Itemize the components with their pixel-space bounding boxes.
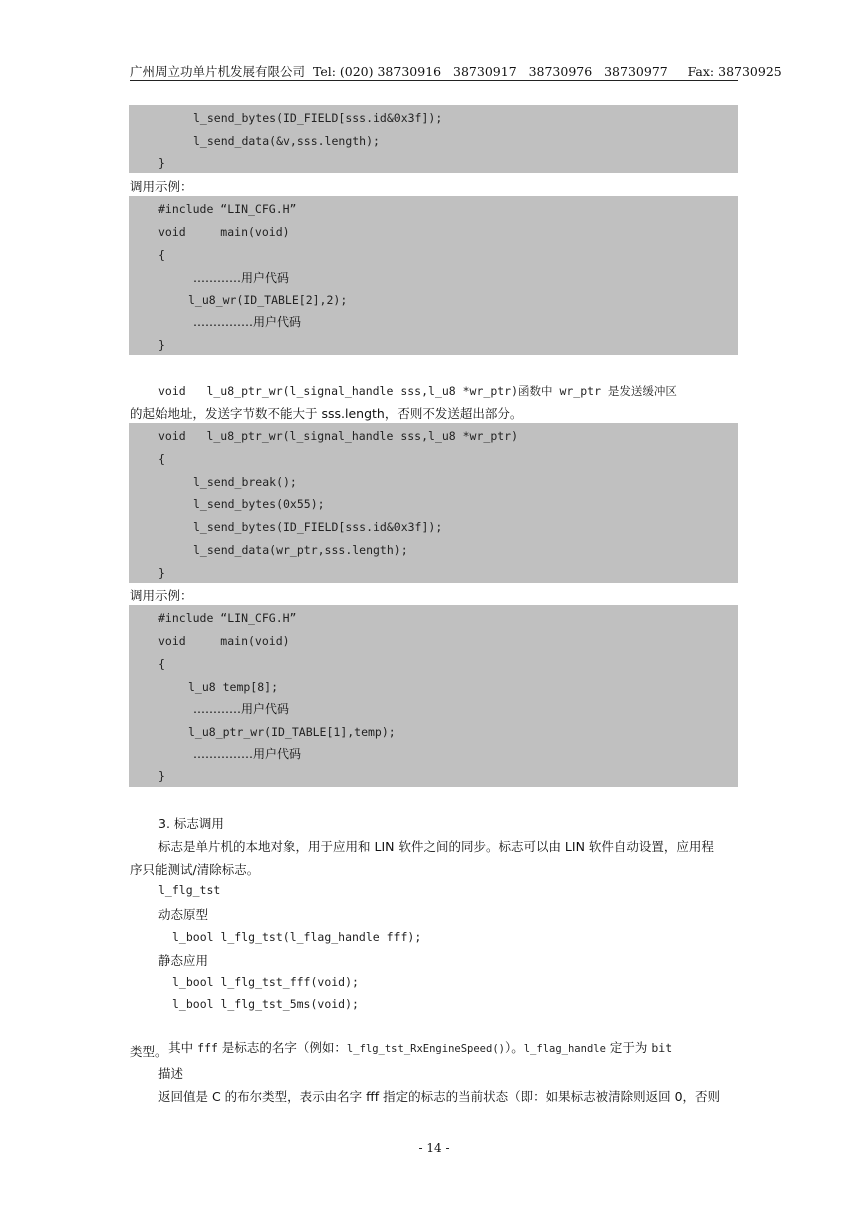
code-line: l_send_data(&v,sss.length); <box>193 134 380 148</box>
code-run: fff <box>197 1041 218 1055</box>
paragraph-line: 返回值是 C 的布尔类型，表示由名字 fff 指定的标志的当前状态（即：如果标志被清除则返回 0，否则 <box>158 1089 721 1104</box>
text-run: 定于为 <box>605 1040 652 1055</box>
code-line: { <box>158 248 165 262</box>
text-run: ）。 <box>504 1040 524 1055</box>
code-line: { <box>158 657 165 671</box>
code-line: l_send_bytes(0x55); <box>193 497 325 511</box>
paragraph-line: 类型。 <box>130 1044 168 1059</box>
dynamic-prototype-label: 动态原型 <box>158 907 209 922</box>
code-line: l_u8 temp[8]; <box>188 680 279 694</box>
code-run: l_flg_tst_RxEngineSpeed() <box>346 1043 505 1055</box>
page-number: - 14 - <box>418 1141 450 1155</box>
code-line: l_send_break(); <box>193 475 297 489</box>
code-line: l_send_bytes(ID_FIELD[sss.id&0x3f]); <box>193 520 443 534</box>
paragraph-line: 标志是单片机的本地对象，用于应用和 LIN 软件之间的同步。标志可以由 LIN 软件自动设置，应用程 <box>158 839 714 854</box>
code-line: l_send_data(wr_ptr,sss.length); <box>193 543 408 557</box>
static-usage-label: 静态应用 <box>158 953 209 968</box>
example-label: 调用示例： <box>130 588 193 603</box>
paragraph-line <box>158 1018 672 1056</box>
code-comment: …………用户代码 <box>193 702 290 716</box>
code-line: } <box>158 769 165 783</box>
code-line: } <box>158 338 165 352</box>
header-rule <box>130 80 738 81</box>
code-run: l_flag_handle <box>523 1043 606 1055</box>
paragraph-line: 序只能测试/清除标志。 <box>130 862 260 877</box>
code-line: void main(void) <box>158 634 290 648</box>
function-name: l_flg_tst <box>158 883 221 897</box>
code-line: #include “LIN_CFG.H” <box>158 611 297 625</box>
example-label: 调用示例： <box>130 179 193 194</box>
code-line: l_u8_ptr_wr(ID_TABLE[1],temp); <box>188 725 396 739</box>
text-run: 其中 <box>168 1040 198 1055</box>
section-heading: 3. 标志调用 <box>158 816 224 831</box>
code-line: void l_u8_ptr_wr(l_signal_handle sss,l_u8 *wr_ptr) <box>158 429 519 443</box>
static-prototype: l_bool l_flg_tst_5ms(void); <box>172 997 359 1011</box>
code-comment: ……………用户代码 <box>193 747 302 761</box>
page-header: 广州周立功单片机发展有限公司 Tel: (020) 38730916 38730917 38730976 38730977 Fax: 38730925 <box>130 64 782 79</box>
text-run: 是标志的名字（例如： <box>217 1040 347 1055</box>
code-comment: …………用户代码 <box>193 271 290 285</box>
code-line: l_u8_wr(ID_TABLE[2],2); <box>188 293 348 307</box>
description-label: 描述 <box>158 1066 184 1081</box>
code-line: #include “LIN_CFG.H” <box>158 202 297 216</box>
code-line: } <box>158 566 165 580</box>
code-line: l_send_bytes(ID_FIELD[sss.id&0x3f]); <box>193 111 443 125</box>
code-line: void main(void) <box>158 225 290 239</box>
dynamic-prototype: l_bool l_flg_tst(l_flag_handle fff); <box>172 930 422 944</box>
paragraph-line: 的起始地址，发送字节数不能大于 sss.length，否则不发送超出部分。 <box>130 406 523 421</box>
code-comment: ……………用户代码 <box>193 315 302 329</box>
paragraph-line: void l_u8_ptr_wr(l_signal_handle sss,l_u8 *wr_ptr)函数中 wr_ptr 是发送缓冲区 <box>158 384 677 398</box>
static-prototype: l_bool l_flg_tst_fff(void); <box>172 975 359 989</box>
code-run: bit <box>651 1041 673 1055</box>
code-line: } <box>158 156 165 170</box>
code-line: { <box>158 452 165 466</box>
